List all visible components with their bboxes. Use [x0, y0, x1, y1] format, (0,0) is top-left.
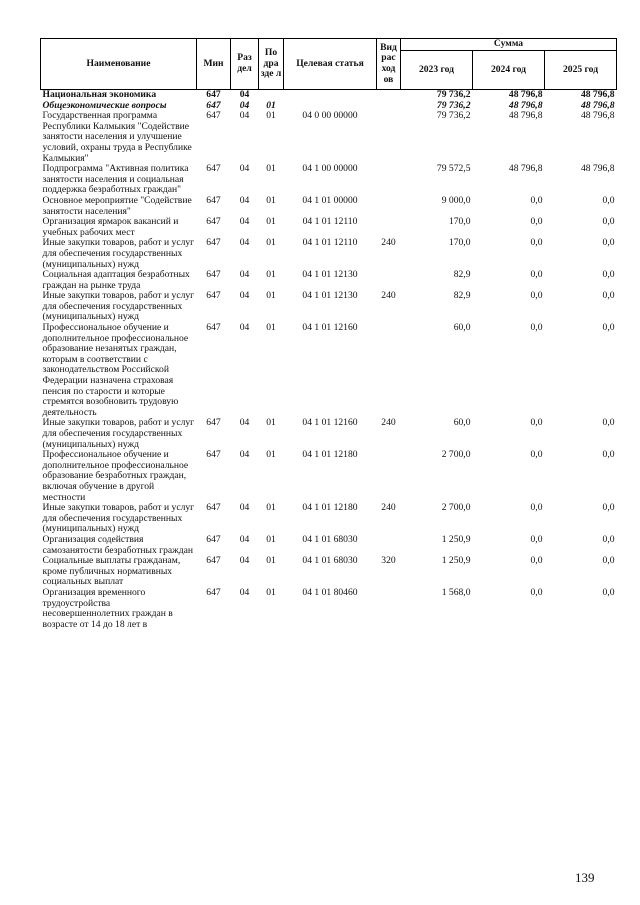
sum-2024-cell: 0,0 — [530, 269, 543, 281]
razdel-cell: 04 — [239, 417, 250, 429]
target-cell: 04 0 00 00000 — [302, 110, 358, 122]
podrazdel-cell: 01 — [266, 269, 276, 281]
min-cell: 647 — [206, 99, 221, 111]
sum-2023-cell: 79 736,2 — [436, 89, 471, 100]
name-cell: Социальная адаптация безработных граждан на рынке труда — [42, 269, 190, 291]
razdel-cell: 04 — [239, 89, 250, 100]
table-row — [41, 217, 617, 238]
sum-2023-cell: 1 250,9 — [441, 533, 471, 545]
table-row — [41, 270, 617, 291]
header-target: Целевая статья — [284, 39, 377, 90]
sum-2025-cell: 0,0 — [602, 502, 615, 514]
razdel-cell: 04 — [239, 502, 250, 514]
sum-2024-cell: 48 796,8 — [508, 163, 543, 175]
name-cell: Основное мероприятие "Содействие занятости населения" — [42, 194, 192, 217]
razdel-cell: 04 — [239, 237, 250, 249]
sum-2023-cell: 2 700,0 — [441, 502, 471, 514]
target-cell: 04 1 01 12110 — [302, 237, 358, 249]
vid-cell — [377, 111, 401, 164]
name-cell: Профессиональное обучение и дополнительное профессиональное образование незанятых граждан, которым в соответствии с законодательством Российской Федерации назначена страховая пенсия по старости и которые стремятся возобновить трудовую деятельность — [42, 322, 189, 418]
sum-2025-cell: 0,0 — [602, 449, 615, 461]
sum-2025-cell: 0,0 — [602, 555, 615, 567]
sum-2025-cell: 48 796,8 — [580, 89, 615, 100]
sum-2024-cell: 0,0 — [530, 237, 543, 249]
vid-cell — [377, 101, 401, 112]
sum-2024-cell: 0,0 — [530, 533, 543, 545]
vid-cell — [377, 588, 401, 630]
vid-cell — [377, 535, 401, 556]
podrazdel-cell: 01 — [266, 586, 276, 598]
sum-2025-cell: 48 796,8 — [580, 99, 615, 111]
min-cell: 647 — [206, 586, 221, 598]
vid-cell — [377, 270, 401, 291]
name-cell: Подпрограмма "Активная политика занятости населения и социальная поддержка безработных граждан" — [42, 163, 189, 196]
razdel-cell: 04 — [239, 194, 250, 206]
sum-2024-cell: 0,0 — [530, 322, 543, 334]
sum-2023-cell: 82,9 — [453, 290, 471, 302]
sum-2023-cell: 170,0 — [448, 216, 471, 228]
sum-2023-cell: 2 700,0 — [441, 449, 471, 461]
razdel-cell: 04 — [239, 449, 250, 461]
vid-cell — [377, 217, 401, 238]
table-row — [41, 323, 617, 418]
name-cell: Национальная экономика — [42, 89, 157, 100]
min-cell: 647 — [206, 269, 221, 281]
sum-2023-cell: 82,9 — [453, 269, 471, 281]
sum-2024-cell: 0,0 — [530, 216, 543, 228]
podrazdel-cell — [259, 90, 284, 101]
sum-2024-cell: 48 796,8 — [508, 110, 543, 122]
sum-2025-cell: 0,0 — [602, 237, 615, 249]
target-cell: 04 1 01 12110 — [302, 216, 358, 228]
sum-2025-cell: 48 796,8 — [580, 110, 615, 122]
min-cell: 647 — [206, 322, 221, 334]
sum-2025-cell: 0,0 — [602, 194, 615, 206]
name-cell: Иные закупки товаров, работ и услуг для обеспечения государственных (муниципальных) нужд — [42, 290, 195, 323]
podrazdel-cell: 01 — [266, 502, 276, 514]
min-cell: 647 — [206, 194, 221, 206]
podrazdel-cell: 01 — [266, 99, 276, 111]
table-row — [41, 503, 617, 535]
sum-2023-cell: 1 568,0 — [441, 586, 471, 598]
table-row — [41, 418, 617, 450]
table-body — [41, 90, 617, 631]
table-row — [41, 588, 617, 630]
table-row — [41, 196, 617, 217]
table-row — [41, 111, 617, 164]
min-cell: 647 — [206, 89, 221, 100]
sum-2025-cell: 0,0 — [602, 533, 615, 545]
table-header — [41, 39, 617, 90]
sum-2023-cell: 79 736,2 — [436, 99, 471, 111]
target-cell — [284, 90, 377, 101]
table-row — [41, 238, 617, 270]
sum-2024-cell: 48 796,8 — [508, 99, 543, 111]
table-row — [41, 450, 617, 503]
vid-cell: 240 — [381, 417, 396, 429]
budget-table — [40, 38, 617, 630]
header-name: Наименование — [41, 39, 197, 90]
sum-2024-cell: 0,0 — [530, 502, 543, 514]
name-cell: Организация содействия самозанятости безработных граждан — [42, 533, 194, 556]
target-cell: 04 1 01 12130 — [302, 290, 358, 302]
razdel-cell: 04 — [239, 269, 250, 281]
min-cell: 647 — [206, 533, 221, 545]
vid-cell — [377, 450, 401, 503]
sum-2023-cell: 1 250,9 — [441, 555, 471, 567]
vid-cell: 240 — [381, 502, 396, 514]
name-cell: Общеэкономические вопросы — [42, 99, 167, 111]
razdel-cell: 04 — [239, 322, 250, 334]
razdel-cell: 04 — [239, 163, 250, 175]
header-year-2024: 2024 год — [473, 51, 545, 90]
sum-2025-cell: 0,0 — [602, 322, 615, 334]
header-min: Мин — [197, 39, 231, 90]
header-podrazdel: По дра зде л — [259, 39, 284, 90]
min-cell: 647 — [206, 417, 221, 429]
vid-cell — [377, 164, 401, 196]
sum-2024-cell: 0,0 — [530, 194, 543, 206]
header-vid: Вид рас ход ов — [377, 39, 401, 90]
vid-cell — [377, 323, 401, 418]
min-cell: 647 — [206, 449, 221, 461]
sum-2023-cell: 9 000,0 — [441, 194, 471, 206]
table-row — [41, 535, 617, 556]
vid-cell — [377, 90, 401, 101]
podrazdel-cell: 01 — [266, 533, 276, 545]
table-row — [41, 164, 617, 196]
min-cell: 647 — [206, 555, 221, 567]
razdel-cell: 04 — [239, 99, 250, 111]
target-cell: 04 1 01 68030 — [302, 555, 358, 567]
podrazdel-cell: 01 — [266, 216, 276, 228]
sum-2024-cell: 0,0 — [530, 449, 543, 461]
target-cell: 04 1 01 12180 — [302, 449, 358, 461]
target-cell: 04 1 01 12160 — [302, 322, 358, 334]
vid-cell — [377, 196, 401, 217]
target-cell: 04 1 01 80460 — [302, 586, 358, 598]
name-cell: Профессиональное обучение и дополнительное профессиональное образование безработных граждан, включая обучение в другой местности — [42, 449, 189, 503]
header-year-2023: 2023 год — [401, 51, 473, 90]
sum-2023-cell: 60,0 — [453, 417, 471, 429]
sum-2025-cell: 0,0 — [602, 586, 615, 598]
podrazdel-cell: 01 — [266, 322, 276, 334]
name-cell: Государственная программа Республики Калмыкия "Содействие занятости населения и улучшение условий, охраны труда в Республике Калмыкия" — [42, 110, 192, 164]
podrazdel-cell: 01 — [266, 417, 276, 429]
name-cell: Иные закупки товаров, работ и услуг для обеспечения государственных (муниципальных) нужд — [42, 502, 195, 535]
name-cell: Организация временного трудоустройства несовершеннолетних граждан в возрасте от 14 до 18 лет в — [42, 586, 173, 630]
sum-2024-cell: 0,0 — [530, 417, 543, 429]
razdel-cell: 04 — [239, 110, 250, 122]
podrazdel-cell: 01 — [266, 110, 276, 122]
podrazdel-cell: 01 — [266, 449, 276, 461]
min-cell: 647 — [206, 216, 221, 228]
vid-cell: 240 — [381, 290, 396, 302]
razdel-cell: 04 — [239, 555, 250, 567]
target-cell: 04 1 01 00000 — [302, 194, 358, 206]
sum-2025-cell: 0,0 — [602, 269, 615, 281]
header-razdel: Раз дел — [231, 39, 259, 90]
name-cell: Иные закупки товаров, работ и услуг для обеспечения государственных (муниципальных) нужд — [42, 237, 195, 270]
sum-2023-cell: 79 572,5 — [436, 163, 471, 175]
sum-2024-cell: 0,0 — [530, 555, 543, 567]
target-cell: 04 1 00 00000 — [302, 163, 358, 175]
target-cell: 04 1 01 12160 — [302, 417, 358, 429]
header-year-2025: 2025 год — [545, 51, 617, 90]
target-cell: 04 1 01 68030 — [302, 533, 358, 545]
sum-2025-cell: 0,0 — [602, 290, 615, 302]
podrazdel-cell: 01 — [266, 555, 276, 567]
page-number: 139 — [575, 870, 595, 885]
sum-2025-cell: 48 796,8 — [580, 163, 615, 175]
table-row — [41, 556, 617, 588]
vid-cell: 320 — [381, 555, 396, 567]
header-sum: Сумма — [401, 39, 617, 51]
name-cell: Организация ярмарок вакансий и учебных рабочих мест — [42, 216, 179, 238]
min-cell: 647 — [206, 163, 221, 175]
target-cell: 04 1 01 12180 — [302, 502, 358, 514]
razdel-cell: 04 — [239, 290, 250, 302]
sum-2023-cell: 60,0 — [453, 322, 471, 334]
sum-2024-cell: 48 796,8 — [508, 89, 543, 100]
table-row — [41, 90, 617, 101]
min-cell: 647 — [206, 110, 221, 122]
sum-2023-cell: 170,0 — [448, 237, 471, 249]
sum-2024-cell: 0,0 — [530, 586, 543, 598]
razdel-cell: 04 — [239, 216, 250, 228]
min-cell: 647 — [206, 502, 221, 514]
podrazdel-cell: 01 — [266, 237, 276, 249]
sum-2024-cell: 0,0 — [530, 290, 543, 302]
sum-2025-cell: 0,0 — [602, 216, 615, 228]
vid-cell: 240 — [381, 237, 396, 249]
table-row — [41, 291, 617, 323]
podrazdel-cell: 01 — [266, 290, 276, 302]
min-cell: 647 — [206, 237, 221, 249]
podrazdel-cell: 01 — [266, 194, 276, 206]
target-cell: 04 1 01 12130 — [302, 269, 358, 281]
min-cell: 647 — [206, 290, 221, 302]
razdel-cell: 04 — [239, 586, 250, 598]
sum-2025-cell: 0,0 — [602, 417, 615, 429]
podrazdel-cell: 01 — [266, 163, 276, 175]
razdel-cell: 04 — [239, 533, 250, 545]
name-cell: Социальные выплаты гражданам, кроме публичных нормативных социальных выплат — [42, 555, 181, 588]
sum-2023-cell: 79 736,2 — [436, 110, 471, 122]
name-cell: Иные закупки товаров, работ и услуг для обеспечения государственных (муниципальных) нужд — [42, 417, 195, 450]
